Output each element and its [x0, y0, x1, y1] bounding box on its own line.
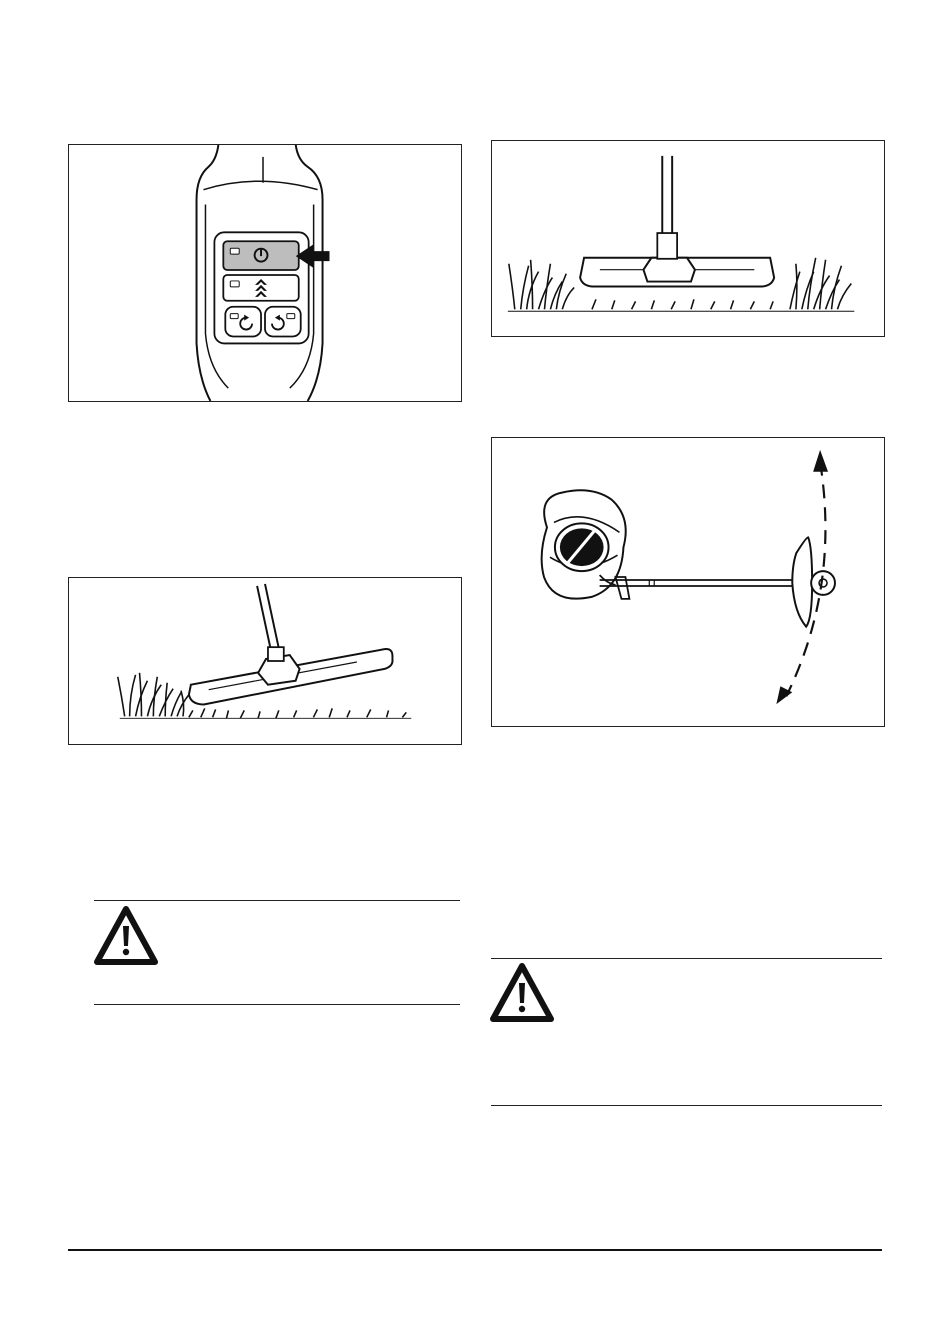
reverse-left-button	[225, 307, 261, 337]
warning-1-bottom-rule	[94, 1004, 460, 1005]
figure-blade-level-grass	[491, 140, 885, 337]
figure-operator-top-view	[491, 437, 885, 727]
figure-control-panel	[68, 144, 462, 402]
warning-2-top-rule	[491, 958, 882, 959]
control-panel-illustration	[69, 145, 461, 401]
figure-blade-tilted-grass	[68, 577, 462, 745]
warning-1-top-rule	[94, 900, 460, 901]
footer-rule	[68, 1249, 882, 1251]
warning-2-bottom-rule	[491, 1105, 882, 1106]
blade-level-illustration	[492, 141, 884, 336]
warning-triangle-icon	[94, 906, 158, 966]
blade-tilted-illustration	[69, 578, 461, 744]
operator-top-view-illustration	[492, 438, 884, 726]
warning-triangle-icon	[490, 963, 554, 1023]
